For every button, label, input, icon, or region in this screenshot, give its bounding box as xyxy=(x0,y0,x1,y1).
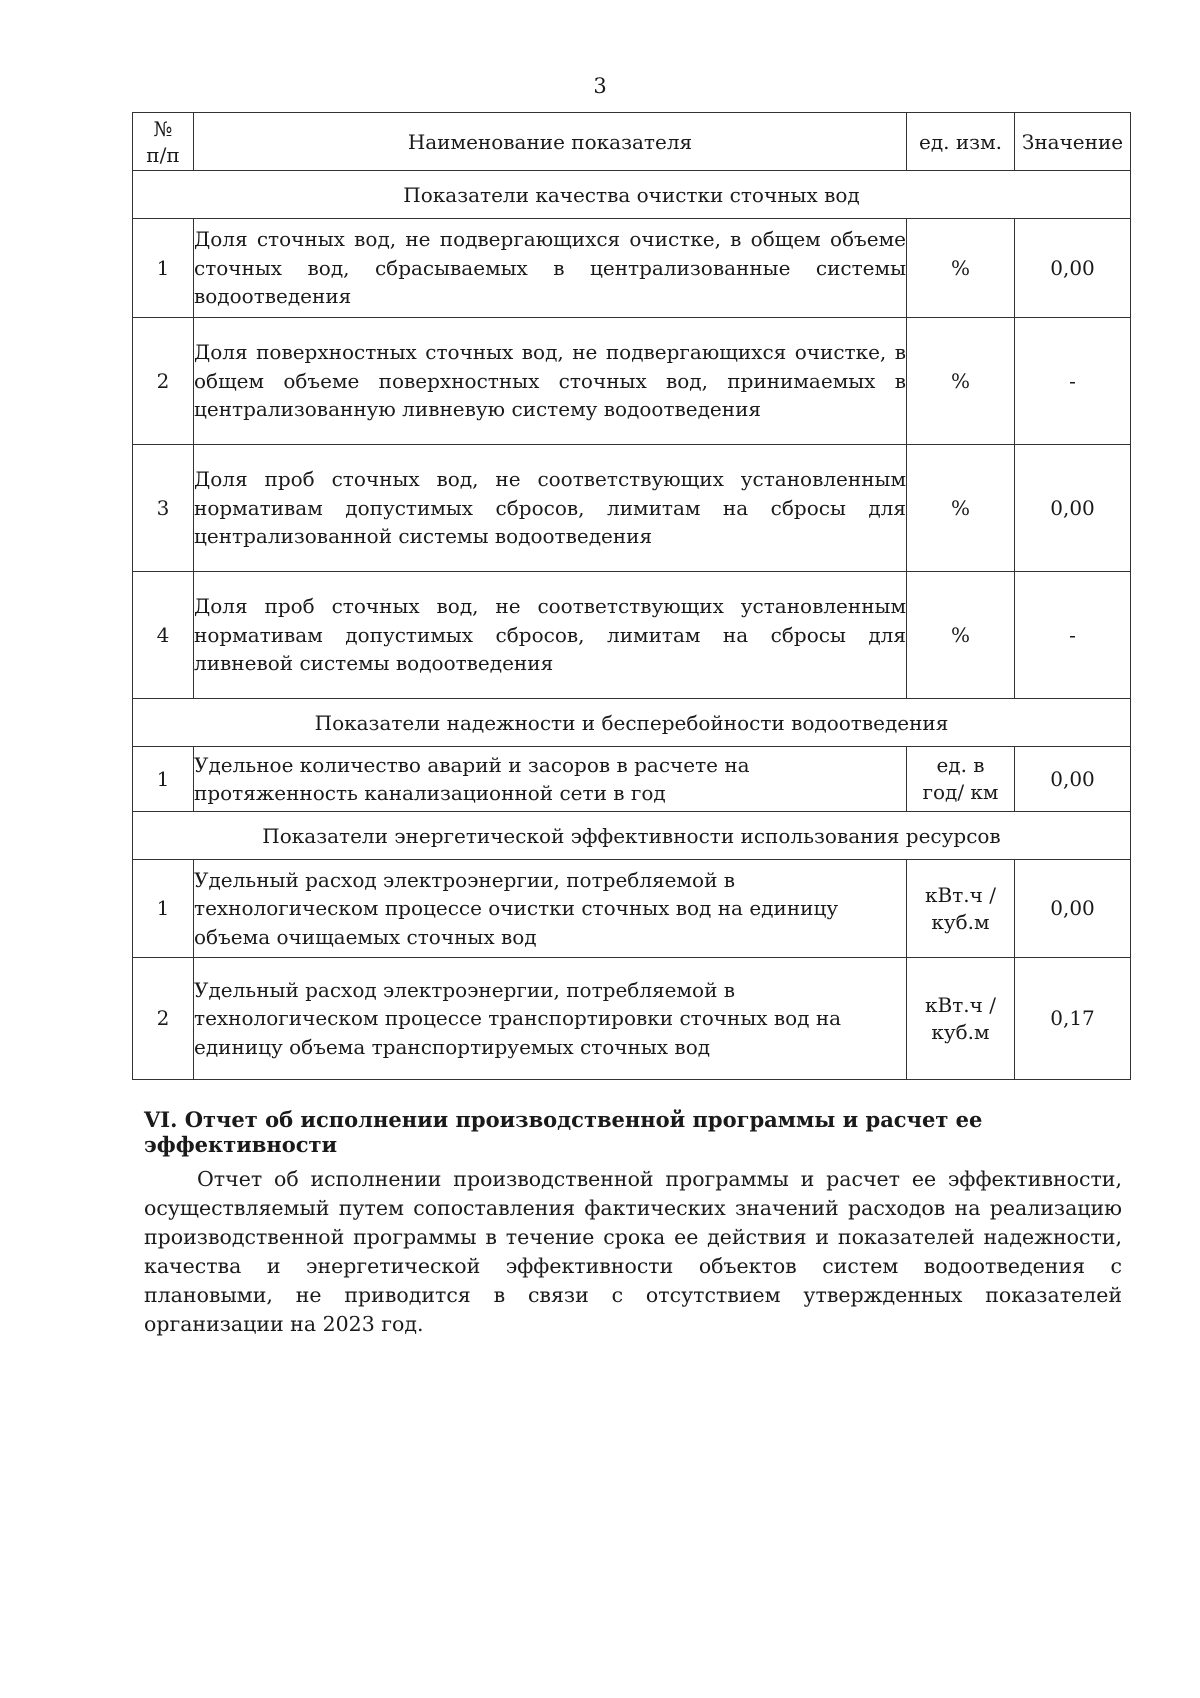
row-name-text: Доля проб сточных вод, не соответствующих установленным нормативам допустимых сбросов, лимитам на сбросы для ливневой системы водоотведения xyxy=(194,594,906,676)
row-num: 1 xyxy=(133,860,194,958)
row-name-text: Доля поверхностных сточных вод, не подвергающихся очистке, в общем объеме поверхностных сточных вод, принимаемых в централизованную ливневую систему водоотведения xyxy=(194,340,906,422)
row-name xyxy=(194,219,907,318)
row-name xyxy=(194,572,907,699)
row-name-text: Доля проб сточных вод, не соответствующих установленным нормативам допустимых сбросов, лимитам на сбросы для централизованной системы водоотведения xyxy=(194,467,906,549)
section-row xyxy=(133,812,1131,860)
row-num: 2 xyxy=(133,318,194,445)
header-unit: ед. изм. xyxy=(907,113,1015,171)
table-row xyxy=(133,219,1131,318)
row-unit-line1: кВт.ч / xyxy=(925,882,996,907)
row-num: 2 xyxy=(133,958,194,1080)
row-name xyxy=(194,860,907,958)
row-unit-line2: куб.м xyxy=(931,909,990,934)
row-name-text: Удельный расход электроэнергии, потребляемой в технологическом процессе транспортировки сточных вод на единицу объема транспортируемых сточных вод xyxy=(194,977,842,1059)
row-value: 0,00 xyxy=(1015,219,1131,318)
table-row xyxy=(133,318,1131,445)
row-unit: % xyxy=(907,572,1015,699)
table-row xyxy=(133,572,1131,699)
row-unit xyxy=(907,860,1015,958)
table-header-row xyxy=(133,113,1131,171)
header-value: Значение xyxy=(1015,113,1131,171)
report-paragraph: Отчет об исполнении производственной программы и расчет ее эффективности, осуществляемый путем сопоставления фактических значений расходов на реализацию производственной программы в течение срока ее действия и показателей надежности, качества и энергетической эффективности объектов систем водоотведения с плановыми, не приводится в связи с отсутствием утвержденных показателей организации на 2023 год. xyxy=(144,1167,1122,1336)
header-num-line1: № xyxy=(153,116,173,141)
row-num: 3 xyxy=(133,445,194,572)
section-heading: VI. Отчет об исполнении производственной программы и расчет ее эффективности xyxy=(144,1107,983,1157)
table-row xyxy=(133,445,1131,572)
row-unit-line1: ед. в xyxy=(936,753,985,777)
row-name-text: Удельный расход электроэнергии, потребляемой в технологическом процессе очистки сточных вод на единицу объема очищаемых сточных вод xyxy=(194,867,839,949)
row-value: 0,00 xyxy=(1015,860,1131,958)
indicators-table xyxy=(132,112,1131,1080)
row-value: 0,00 xyxy=(1015,747,1131,812)
row-name-text: Доля сточных вод, не подвергающихся очистке, в общем объеме сточных вод, сбрасываемых в централизованные системы водоотведения xyxy=(194,227,906,309)
row-unit: % xyxy=(907,318,1015,445)
section-title: Показатели надежности и бесперебойности водоотведения xyxy=(133,699,1131,747)
section-title: Показатели энергетической эффективности использования ресурсов xyxy=(133,812,1131,860)
row-num: 1 xyxy=(133,219,194,318)
row-name xyxy=(194,747,907,812)
page-number: 3 xyxy=(593,74,607,98)
row-name xyxy=(194,445,907,572)
row-unit: % xyxy=(907,445,1015,572)
row-num: 1 xyxy=(133,747,194,812)
row-unit-line1: кВт.ч / xyxy=(925,992,996,1017)
row-value: - xyxy=(1015,318,1131,445)
row-num: 4 xyxy=(133,572,194,699)
header-num-line2: п/п xyxy=(146,142,180,167)
row-unit-line2: куб.м xyxy=(931,1019,990,1044)
header-num xyxy=(133,113,194,171)
row-unit xyxy=(907,747,1015,812)
row-value: - xyxy=(1015,572,1131,699)
row-name-text: Удельное количество аварий и засоров в расчете на протяженность канализационной сети в год xyxy=(194,752,750,805)
table-row xyxy=(133,958,1131,1080)
table-row xyxy=(133,747,1131,812)
header-name: Наименование показателя xyxy=(194,113,907,171)
table-row xyxy=(133,860,1131,958)
row-unit: % xyxy=(907,219,1015,318)
row-name xyxy=(194,318,907,445)
row-unit xyxy=(907,958,1015,1080)
row-name xyxy=(194,958,907,1080)
row-unit-line2: год/ км xyxy=(922,780,999,804)
section-row xyxy=(133,171,1131,219)
row-value: 0,17 xyxy=(1015,958,1131,1080)
section-row xyxy=(133,699,1131,747)
section-title: Показатели качества очистки сточных вод xyxy=(133,171,1131,219)
row-value: 0,00 xyxy=(1015,445,1131,572)
